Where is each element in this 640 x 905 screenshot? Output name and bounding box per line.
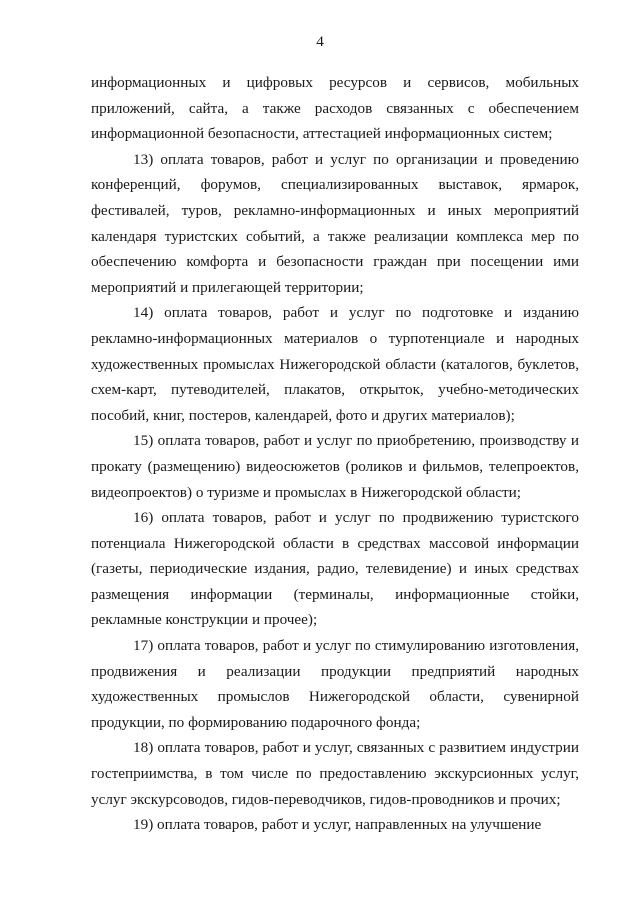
document-body	[91, 70, 579, 838]
paragraph-continuation: информационных и цифровых ресурсов и сервисов, мобильных приложений, сайта, а также расходов связанных с обеспечением информационной безопасности, аттестацией информационных систем;	[91, 74, 579, 143]
paragraph-item-15: 15) оплата товаров, работ и услуг по приобретению, производству и прокату (размещению) видеосюжетов (роликов и фильмов, телепроектов, видеопроектов) о туризме и промыслах в Нижегородской области;	[91, 432, 579, 501]
paragraph-item-13: 13) оплата товаров, работ и услуг по организации и проведению конференций, форумов, специализированных выставок, ярмарок, фестивалей, туров, рекламно-информационных и иных мероприятий календаря туристских событий, а также реализации комплекса мер по обеспечению комфорта и безопасности граждан при посещении ими мероприятий и прилегающей территории;	[91, 150, 579, 296]
page-number: 4	[316, 33, 324, 50]
paragraph-item-19: 19) оплата товаров, работ и услуг, направленных на улучшение	[133, 816, 542, 834]
paragraph-item-18: 18) оплата товаров, работ и услуг, связанных с развитием индустрии гостеприимства, в том числе по предоставлению экскурсионных услуг, услуг экскурсоводов, гидов-переводчиков, гидов-проводников и прочих;	[91, 739, 579, 808]
paragraph-item-14: 14) оплата товаров, работ и услуг по подготовке и изданию рекламно-информационных материалов о турпотенциале и народных художественных промыслах Нижегородской области (каталогов, буклетов, схем-карт, путеводителей, плакатов, открыток, учебно-методических пособий, книг, постеров, календарей, фото и других материалов);	[91, 304, 579, 424]
paragraph-item-17: 17) оплата товаров, работ и услуг по стимулированию изготовления, продвижения и реализации продукции предприятий народных художественных промыслов Нижегородской области, сувенирной продукции, по формированию подарочного фонда;	[91, 637, 579, 731]
paragraph-item-16: 16) оплата товаров, работ и услуг по продвижению туристского потенциала Нижегородской области в средствах массовой информации (газеты, периодические издания, радио, телевидение) и иных средствах размещения информации (терминалы, информационные стойки, рекламные конструкции и прочее);	[91, 509, 579, 629]
